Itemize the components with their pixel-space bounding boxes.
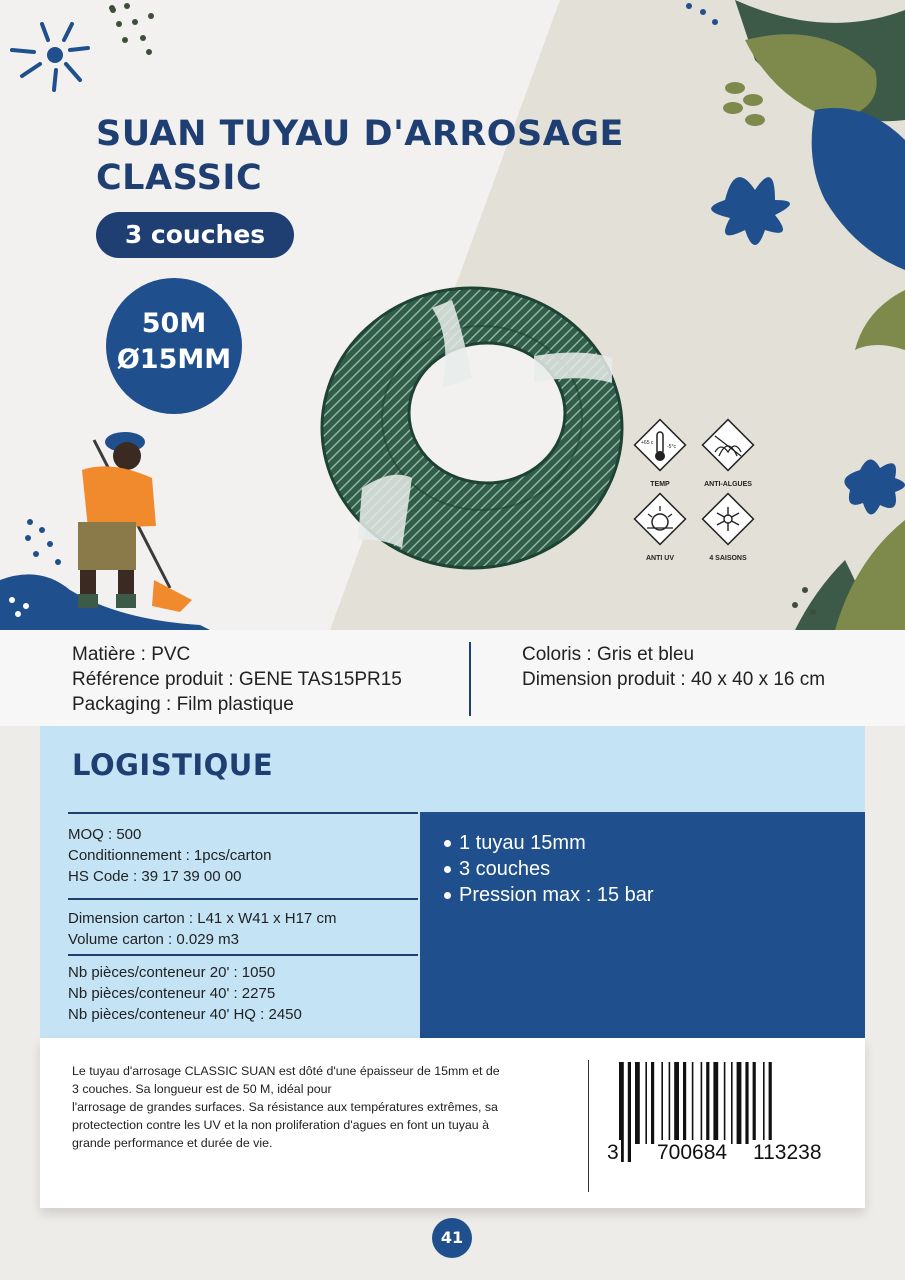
- barcode-digits-last: 113238: [753, 1141, 822, 1164]
- highlight-text: 1 tuyau 15mm: [459, 832, 586, 854]
- logistics-block-carton: [68, 898, 418, 958]
- product-description: [72, 1062, 562, 1152]
- barcode-bar: [669, 1062, 671, 1144]
- highlight-text: Pression max : 15 bar: [459, 884, 654, 906]
- bullet-dot: [444, 840, 451, 847]
- specs-divider: [469, 642, 471, 716]
- description-card: [40, 1038, 865, 1208]
- product-specs: [0, 630, 905, 726]
- gardener-illustration: [52, 430, 202, 620]
- size-badge: [106, 278, 242, 414]
- layers-badge: 3 couches: [96, 212, 294, 258]
- barcode-bar: [753, 1062, 756, 1144]
- barcode-digit-first: 3: [607, 1141, 619, 1164]
- bullet-dot: [444, 866, 451, 873]
- description-line: l'arrosage de grandes surfaces. Sa résistance aux températures extrêmes, sa: [72, 1100, 498, 1114]
- four-seasons-icon: [701, 492, 755, 546]
- barcode-bar: [737, 1062, 742, 1144]
- temp-high: +65 c: [641, 440, 654, 446]
- barcode-bar: [645, 1062, 647, 1144]
- barcode-bar: [706, 1062, 709, 1144]
- logistics-moq: MOQ : 500: [68, 826, 142, 843]
- thermometer-icon: [633, 418, 687, 472]
- hose-coil-image: [312, 278, 642, 578]
- spec-reference: Référence produit : GENE TAS15PR15: [72, 669, 402, 690]
- description-divider: [588, 1060, 589, 1192]
- logistics-highlights: [420, 812, 865, 1038]
- product-title: [96, 112, 624, 200]
- spec-colors: Coloris : Gris et bleu: [522, 644, 695, 665]
- page-number: 41: [432, 1218, 472, 1258]
- barcode-bar: [763, 1062, 765, 1144]
- barcode-bar: [724, 1062, 726, 1144]
- description-line: protectection contre les UV et la non proliferation d'agues en font un tuyau à: [72, 1118, 490, 1132]
- logistics-header: [40, 726, 865, 812]
- feature-label-anti-uv: ANTI UV: [646, 555, 674, 562]
- sun-uv-icon: [633, 492, 687, 546]
- barcode-bar: [651, 1062, 654, 1144]
- highlight-item: [444, 882, 654, 908]
- logistics-block-container: [68, 954, 418, 1038]
- logistics-carton-dimension: Dimension carton : L41 x W41 x H17 cm: [68, 910, 337, 927]
- barcode-bar: [674, 1062, 679, 1144]
- logistics-container-40hq: Nb pièces/conteneur 40' HQ : 2450: [68, 1006, 302, 1023]
- description-line: Le tuyau d'arrosage CLASSIC SUAN est dôté d'une épaisseur de 15mm et de: [72, 1064, 500, 1078]
- title-line-1: SUAN TUYAU D'ARROSAGE: [96, 114, 624, 154]
- barcode-bar: [661, 1062, 663, 1144]
- logistics-container-20: Nb pièces/conteneur 20' : 1050: [68, 964, 276, 981]
- logistics-heading: LOGISTIQUE: [72, 748, 274, 782]
- highlight-text: 3 couches: [459, 858, 551, 880]
- feature-anti-algae: [688, 418, 768, 488]
- logistics-block-order: [68, 812, 418, 910]
- feature-four-seasons: [688, 492, 768, 562]
- temp-low: -5°c: [667, 444, 676, 450]
- feature-label-temp: TEMP: [650, 481, 670, 488]
- diameter-label: Ø15MM: [116, 344, 232, 375]
- barcode-bar: [692, 1062, 694, 1144]
- spec-packaging: Packaging : Film plastique: [72, 694, 294, 715]
- spec-dimension: Dimension produit : 40 x 40 x 16 cm: [522, 669, 826, 690]
- logistics-carton-volume: Volume carton : 0.029 m3: [68, 931, 239, 948]
- description-line: grande performance et durée de vie.: [72, 1136, 273, 1150]
- logistics-hs-code: HS Code : 39 17 39 00 00: [68, 868, 242, 885]
- feature-label-four-seasons: 4 SAISONS: [709, 555, 747, 562]
- barcode-bar: [731, 1062, 733, 1144]
- feature-label-anti-algae: ANTI-ALGUES: [704, 481, 752, 488]
- decor-sun-dots: [0, 0, 120, 110]
- barcode-bar: [745, 1062, 748, 1144]
- title-line-2: CLASSIC: [96, 158, 263, 198]
- barcode-bar: [628, 1062, 631, 1162]
- spec-material: Matière : PVC: [72, 644, 191, 665]
- specs-left: [72, 642, 402, 717]
- barcode-bar: [713, 1062, 718, 1144]
- hero-section: [0, 0, 905, 630]
- logistics-packing: Conditionnement : 1pcs/carton: [68, 847, 272, 864]
- bullet-dot: [444, 892, 451, 899]
- highlight-item: [444, 856, 654, 882]
- logistics-details: [40, 812, 420, 1038]
- highlight-list: [444, 830, 654, 908]
- logistics-container-40: Nb pièces/conteneur 40' : 2275: [68, 985, 276, 1002]
- barcode-digits-middle: 700684: [657, 1141, 728, 1164]
- length-label: 50M: [141, 308, 207, 339]
- highlight-item: [444, 830, 654, 856]
- barcode-bar: [635, 1062, 640, 1144]
- description-line: 3 couches. Sa longueur est de 50 M, idéal pour: [72, 1082, 332, 1096]
- decor-dots-top: [105, 0, 165, 60]
- anti-algae-icon: [701, 418, 755, 472]
- specs-right: [522, 642, 825, 692]
- barcode-bar: [683, 1062, 686, 1144]
